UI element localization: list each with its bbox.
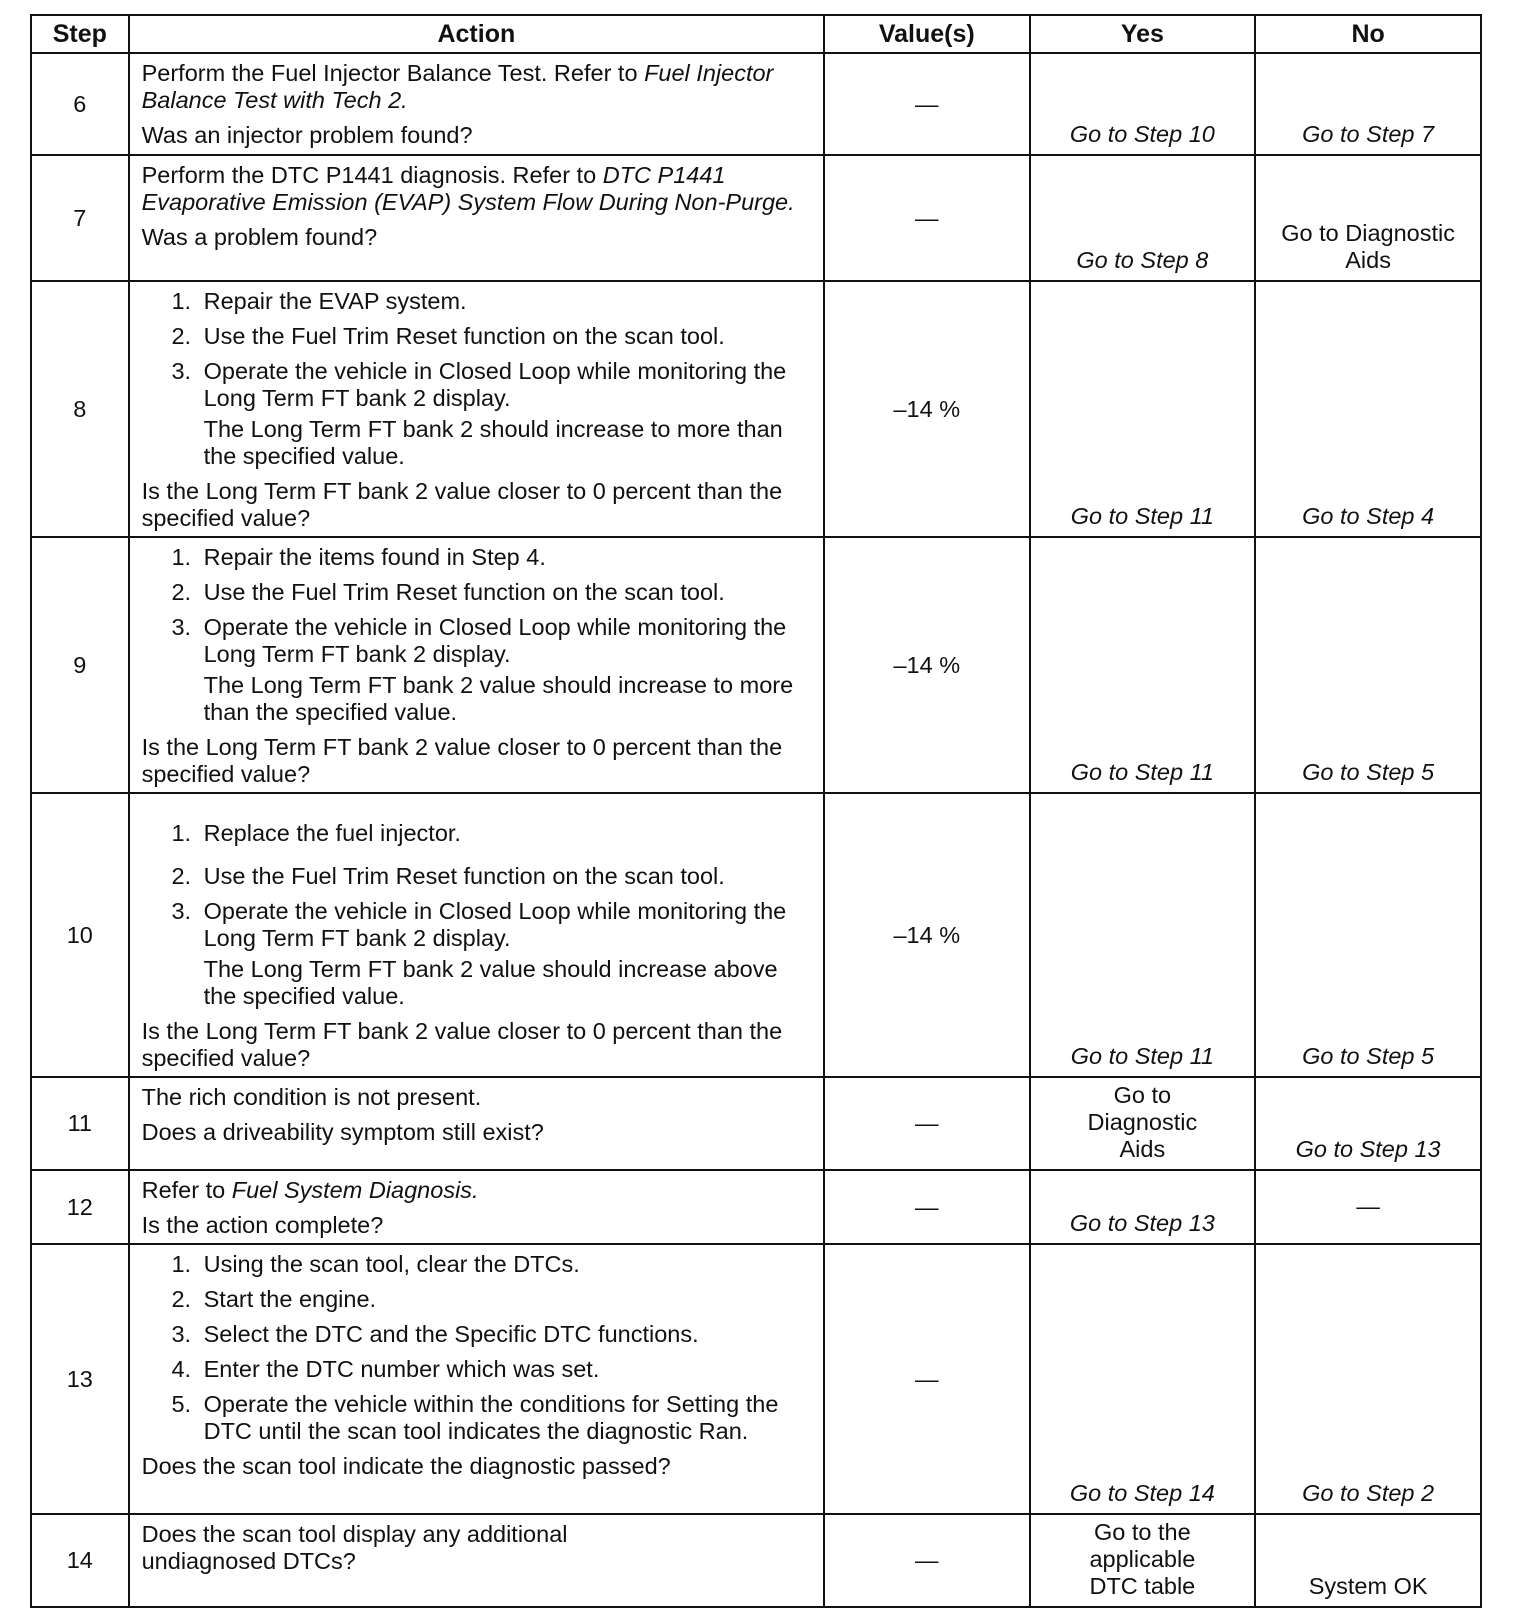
header-row xyxy=(31,15,1481,53)
action-cell xyxy=(129,281,825,537)
action-cell xyxy=(129,537,825,793)
yes-cell: Go to Step 14 xyxy=(1030,1244,1256,1514)
list-item: 2. Start the engine. xyxy=(198,1286,814,1313)
action-lead: Refer to xyxy=(141,1177,232,1203)
yes-cell: Go to the applicable DTC table xyxy=(1030,1514,1256,1607)
question-text: Is the Long Term FT bank 2 value closer to 0 percent than the specified value? xyxy=(141,1018,783,1071)
list-item-text: Operate the vehicle in Closed Loop while monitoring the Long Term FT bank 2 display. xyxy=(203,898,787,951)
no-cell: Go to Step 7 xyxy=(1255,53,1481,155)
yes-cell: Go to Step 10 xyxy=(1030,53,1256,155)
step-number: 7 xyxy=(31,155,129,281)
value-cell: –14 % xyxy=(824,281,1029,537)
action-reference: Fuel System Diagnosis. xyxy=(231,1177,479,1203)
list-item xyxy=(198,614,814,726)
list-item xyxy=(198,898,814,1010)
table-row-step-9 xyxy=(31,537,1481,793)
yes-cell: Go to Step 13 xyxy=(1030,1170,1256,1244)
table-row-step-12 xyxy=(31,1170,1481,1244)
note-text: The Long Term FT bank 2 should increase to more than the specified value. xyxy=(203,416,783,469)
value-cell: — xyxy=(824,53,1029,155)
no-cell: Go to Diagnostic Aids xyxy=(1255,155,1481,281)
action-reference: Fuel Injector Balance Test with Tech 2. xyxy=(141,60,774,113)
list-item-text: Operate the vehicle in Closed Loop while monitoring the Long Term FT bank 2 display. xyxy=(203,614,787,667)
yes-cell: Go to Step 11 xyxy=(1030,793,1256,1077)
list-item: 2. Use the Fuel Trim Reset function on the scan tool. xyxy=(198,323,814,350)
value-cell: — xyxy=(824,155,1029,281)
header-no: No xyxy=(1255,15,1481,53)
header-yes: Yes xyxy=(1030,15,1256,53)
list-item: 5. Operate the vehicle within the conditions for Setting the DTC until the scan tool indicates the diagnostic Ran. xyxy=(198,1391,814,1445)
step-number: 9 xyxy=(31,537,129,793)
list-item: 2. Use the Fuel Trim Reset function on the scan tool. xyxy=(198,863,814,890)
yes-cell: Go to Step 8 xyxy=(1030,155,1256,281)
no-cell: Go to Step 13 xyxy=(1255,1077,1481,1170)
action-list xyxy=(142,544,814,726)
step-number: 11 xyxy=(31,1077,129,1170)
value-cell: — xyxy=(824,1514,1029,1607)
cell-spacer xyxy=(142,800,814,820)
action-text xyxy=(142,162,814,216)
step-number: 12 xyxy=(31,1170,129,1244)
action-lead: Perform the Fuel Injector Balance Test. Refer to xyxy=(141,60,645,86)
action-text: The rich condition is not present. xyxy=(141,1084,482,1110)
no-cell: Go to Step 2 xyxy=(1255,1244,1481,1514)
action-list xyxy=(142,288,814,470)
header-values: Value(s) xyxy=(824,15,1029,53)
action-cell xyxy=(129,793,825,1077)
action-text xyxy=(142,60,814,114)
no-cell: — xyxy=(1255,1170,1481,1244)
list-item xyxy=(198,358,814,470)
step-number: 13 xyxy=(31,1244,129,1514)
table-row-step-10 xyxy=(31,793,1481,1077)
list-item: 1. Using the scan tool, clear the DTCs. xyxy=(198,1251,814,1278)
table-row-step-13 xyxy=(31,1244,1481,1514)
step-number: 8 xyxy=(31,281,129,537)
action-cell xyxy=(129,1514,825,1607)
question-text: Does the scan tool display any additional undiagnosed DTCs? xyxy=(141,1521,568,1574)
list-item: 1. Repair the EVAP system. xyxy=(198,288,814,315)
note-text: The Long Term FT bank 2 value should increase above the specified value. xyxy=(203,956,778,1009)
yes-cell: Go to Diagnostic Aids xyxy=(1030,1077,1256,1170)
question-text: Is the Long Term FT bank 2 value closer to 0 percent than the specified value? xyxy=(141,734,783,787)
value-cell: — xyxy=(824,1244,1029,1514)
question-text: Does the scan tool indicate the diagnostic passed? xyxy=(141,1453,671,1479)
value-cell: — xyxy=(824,1077,1029,1170)
table-row-step-7 xyxy=(31,155,1481,281)
action-cell xyxy=(129,1077,825,1170)
table-row-step-6 xyxy=(31,53,1481,155)
list-item: 2. Use the Fuel Trim Reset function on the scan tool. xyxy=(198,579,814,606)
action-cell xyxy=(129,1244,825,1514)
action-cell xyxy=(129,53,825,155)
no-cell: Go to Step 4 xyxy=(1255,281,1481,537)
action-reference: DTC P1441 Evaporative Emission (EVAP) System Flow During Non-Purge. xyxy=(141,162,795,215)
list-item: 3. Select the DTC and the Specific DTC functions. xyxy=(198,1321,814,1348)
note-text: The Long Term FT bank 2 value should increase to more than the specified value. xyxy=(203,672,794,725)
question-text: Was an injector problem found? xyxy=(141,122,473,148)
step-number: 10 xyxy=(31,793,129,1077)
action-cell xyxy=(129,155,825,281)
diagnostic-table xyxy=(30,14,1482,1608)
action-list xyxy=(142,1251,814,1445)
value-cell: –14 % xyxy=(824,537,1029,793)
yes-cell: Go to Step 11 xyxy=(1030,281,1256,537)
action-cell xyxy=(129,1170,825,1244)
no-cell: Go to Step 5 xyxy=(1255,537,1481,793)
no-cell: System OK xyxy=(1255,1514,1481,1607)
list-item-text: Operate the vehicle in Closed Loop while monitoring the Long Term FT bank 2 display. xyxy=(203,358,787,411)
step-number: 6 xyxy=(31,53,129,155)
list-item: 1. Replace the fuel injector. xyxy=(198,820,814,847)
header-step: Step xyxy=(31,15,129,53)
action-text xyxy=(142,1177,814,1204)
question-text: Is the Long Term FT bank 2 value closer to 0 percent than the specified value? xyxy=(141,478,783,531)
table-row-step-11 xyxy=(31,1077,1481,1170)
table-row-step-8 xyxy=(31,281,1481,537)
table-row-step-14 xyxy=(31,1514,1481,1607)
question-text: Is the action complete? xyxy=(141,1212,384,1238)
list-item: 1. Repair the items found in Step 4. xyxy=(198,544,814,571)
action-lead: Perform the DTC P1441 diagnosis. Refer to xyxy=(141,162,603,188)
yes-cell: Go to Step 11 xyxy=(1030,537,1256,793)
action-list xyxy=(142,820,814,1010)
list-item: 4. Enter the DTC number which was set. xyxy=(198,1356,814,1383)
step-number: 14 xyxy=(31,1514,129,1607)
header-action: Action xyxy=(129,15,825,53)
value-cell: –14 % xyxy=(824,793,1029,1077)
value-cell: — xyxy=(824,1170,1029,1244)
question-text: Was a problem found? xyxy=(141,224,378,250)
no-cell: Go to Step 5 xyxy=(1255,793,1481,1077)
question-text: Does a driveability symptom still exist? xyxy=(141,1119,544,1145)
